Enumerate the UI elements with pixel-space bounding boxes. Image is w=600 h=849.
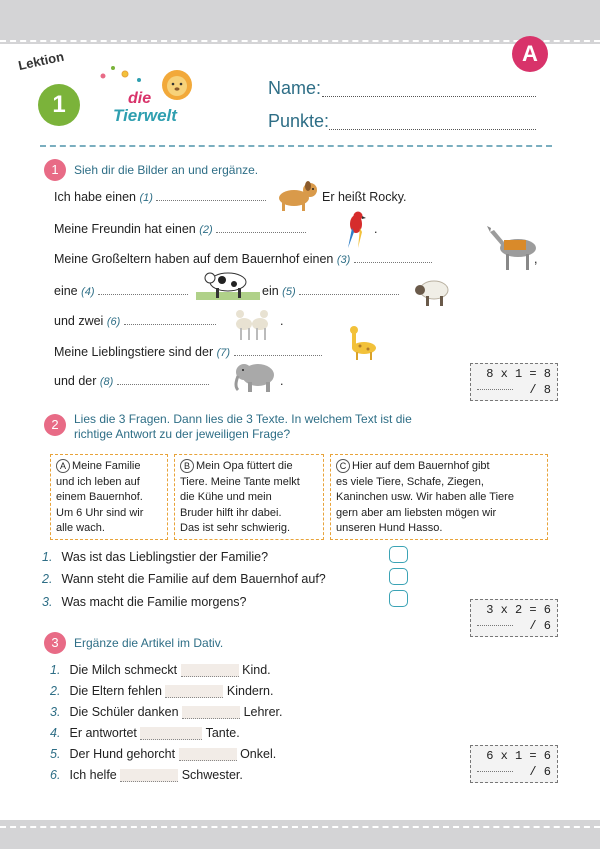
section1-title: Sieh dir die Bilder an und ergänze. <box>74 163 259 177</box>
s1-score-formula: 8 x 1 = 8 <box>486 367 551 381</box>
s1-l6-num: (7) <box>216 347 231 359</box>
d2-blank[interactable] <box>165 685 223 698</box>
d4-after: Tante. <box>205 726 240 740</box>
text-a-line: und ich leben auf <box>56 475 140 488</box>
s2-score-total: / 6 <box>529 619 551 633</box>
donkey-icon <box>482 226 544 272</box>
giraffe-icon <box>346 326 380 360</box>
s1-line-2 <box>54 222 306 236</box>
s1-l5-num: (6) <box>106 316 121 328</box>
dativ-item-5 <box>50 747 276 761</box>
q1-num: 1. <box>42 550 53 564</box>
s3-score-formula: 6 x 1 = 6 <box>486 749 551 763</box>
s2-score-formula: 3 x 2 = 6 <box>486 603 551 617</box>
d3-before: Die Schüler danken <box>69 705 179 719</box>
s1-blank-5[interactable] <box>299 286 399 295</box>
name-field[interactable] <box>322 96 536 97</box>
bottom-band <box>0 820 600 849</box>
s1-line-7 <box>54 374 209 388</box>
d4-blank[interactable] <box>140 727 202 740</box>
s1-l7-after: . <box>280 374 284 388</box>
s1-l3-num: (3) <box>336 254 351 266</box>
answer-box-1[interactable] <box>389 546 408 563</box>
s3-score-total: / 6 <box>529 765 551 779</box>
d5-after: Onkel. <box>240 747 277 761</box>
s1-l5-text: und zwei <box>54 314 104 328</box>
text-c-line: gern aber am liebsten mögen wir <box>336 506 497 519</box>
dog-icon <box>272 180 322 212</box>
section3-score-box <box>470 745 558 783</box>
s3-score-blank[interactable] <box>477 771 513 772</box>
dativ-item-4 <box>50 726 240 740</box>
d2-num: 2. <box>50 684 61 698</box>
lion-icon <box>160 68 194 102</box>
dativ-item-1 <box>50 663 271 677</box>
text-b-label: B <box>180 459 194 473</box>
d3-num: 3. <box>50 705 61 719</box>
text-c-line: es viele Tiere, Schafe, Ziegen, <box>336 475 484 488</box>
text-b-line: Bruder hilft ihr dabei. <box>180 506 282 519</box>
s1-blank-3[interactable] <box>354 254 432 263</box>
d1-before: Die Milch schmeckt <box>69 663 178 677</box>
section2-title-2: richtige Antwort zu der jeweiligen Frage? <box>74 427 291 441</box>
section2-title-1: Lies die 3 Fragen. Dann lies die 3 Texte. In welchem Text ist die <box>74 412 412 426</box>
text-box-c <box>330 454 548 540</box>
lektion-label: Lektion <box>16 48 66 73</box>
d5-before: Der Hund gehorcht <box>69 747 176 761</box>
header-separator <box>40 145 552 147</box>
text-c-line: unseren Hund Hasso. <box>336 522 443 534</box>
text-box-a <box>50 454 168 540</box>
dativ-item-3 <box>50 705 282 719</box>
elephant-icon <box>232 358 278 394</box>
punkte-field[interactable] <box>329 129 536 130</box>
top-dashed-divider <box>0 40 600 42</box>
s1-l6-text: Meine Lieblingstiere sind der <box>54 345 214 359</box>
s1-l4-mid: ein <box>262 284 279 298</box>
punkte-label: Punkte: <box>268 111 330 131</box>
question-2 <box>42 572 326 586</box>
text-c-label: C <box>336 459 350 473</box>
q2-text: Wann steht die Familie auf dem Bauernhof auf? <box>61 572 326 586</box>
section3-title: Ergänze die Artikel im Dativ. <box>74 636 224 650</box>
s1-score-blank[interactable] <box>477 389 513 390</box>
s1-blank-7[interactable] <box>234 347 322 356</box>
d1-blank[interactable] <box>181 664 239 677</box>
section1-number: 1 <box>44 159 66 181</box>
s1-blank-8[interactable] <box>117 376 209 385</box>
version-badge: A <box>512 36 548 72</box>
q3-num: 3. <box>42 595 53 609</box>
d6-after: Schwester. <box>181 768 243 782</box>
s1-l3-after: , <box>534 252 538 266</box>
s1-l7-text: und der <box>54 374 97 388</box>
section2-score-box <box>470 599 558 637</box>
text-a-line: alle wach. <box>56 522 105 534</box>
goats-icon <box>232 302 272 342</box>
q1-text: Was ist das Lieblingstier der Familie? <box>61 550 269 564</box>
sheep-icon <box>412 276 452 308</box>
d2-after: Kindern. <box>226 684 274 698</box>
s1-l5-after: . <box>280 314 284 328</box>
d3-after: Lehrer. <box>243 705 283 719</box>
d5-blank[interactable] <box>179 748 237 761</box>
question-3 <box>42 595 247 609</box>
d4-num: 4. <box>50 726 61 740</box>
s2-score-blank[interactable] <box>477 625 513 626</box>
s1-l4-num2: (5) <box>282 286 296 298</box>
s1-l7-num: (8) <box>99 376 114 388</box>
text-b-line: Das ist sehr schwierig. <box>180 522 291 534</box>
s1-line-6 <box>54 345 322 359</box>
text-b-line: Mein Opa füttert die <box>196 460 293 472</box>
section3-number: 3 <box>44 632 66 654</box>
s1-line-4b <box>262 284 399 298</box>
s1-l1-num: (1) <box>139 192 153 204</box>
s1-line-5 <box>54 314 216 328</box>
answer-box-3[interactable] <box>389 590 408 607</box>
d6-num: 6. <box>50 768 61 782</box>
s1-line-1 <box>54 190 266 204</box>
lektion-number: 1 <box>38 84 80 126</box>
s1-score-total: / 8 <box>529 383 551 397</box>
dativ-item-6 <box>50 768 243 782</box>
d4-before: Er antwortet <box>69 726 137 740</box>
title-die: die <box>128 90 152 107</box>
d6-before: Ich helfe <box>69 768 117 782</box>
d2-before: Die Eltern fehlen <box>69 684 162 698</box>
cow-icon <box>196 266 260 302</box>
d5-num: 5. <box>50 747 61 761</box>
question-1 <box>42 550 268 564</box>
text-a-label: A <box>56 459 70 473</box>
s1-blank-1[interactable] <box>156 192 266 201</box>
s1-l2-after: . <box>374 222 378 236</box>
text-box-b <box>174 454 324 540</box>
name-label: Name: <box>268 78 322 98</box>
s1-blank-4[interactable] <box>98 286 188 295</box>
bottom-dashed-divider <box>0 826 600 828</box>
section1-score-box <box>470 363 558 401</box>
d1-after: Kind. <box>242 663 271 677</box>
d1-num: 1. <box>50 663 61 677</box>
text-c-line: Kaninchen usw. Wir haben alle Tiere <box>336 491 514 503</box>
text-b-line: die Kühe und mein <box>180 491 272 503</box>
text-a-line: Meine Familie <box>72 460 141 472</box>
section2-number: 2 <box>44 414 66 436</box>
s1-line-3 <box>54 252 432 266</box>
s1-blank-2[interactable] <box>216 224 306 233</box>
s1-l3-text: Meine Großeltern haben auf dem Bauernhof einen <box>54 252 334 266</box>
parrot-icon <box>344 210 368 250</box>
q3-text: Was macht die Familie morgens? <box>61 595 247 609</box>
d3-blank[interactable] <box>182 706 240 719</box>
s1-l1-after: Er heißt Rocky. <box>322 190 407 204</box>
title-tierwelt: Tierwelt <box>113 106 177 125</box>
s1-l2-num: (2) <box>199 224 213 236</box>
text-c-line: Hier auf dem Bauernhof gibt <box>352 460 490 472</box>
s1-line-4 <box>54 284 188 298</box>
d6-blank[interactable] <box>120 769 178 782</box>
s1-l1-text: Ich habe einen <box>54 190 137 204</box>
s1-l4-text: eine <box>54 284 78 298</box>
s1-l2-text: Meine Freundin hat einen <box>54 222 196 236</box>
s1-l4-num: (4) <box>81 286 95 298</box>
text-a-line: Um 6 Uhr sind wir <box>56 506 144 519</box>
q2-num: 2. <box>42 572 53 586</box>
s1-blank-6[interactable] <box>124 316 216 325</box>
text-b-line: Tiere. Meine Tante melkt <box>180 475 300 488</box>
text-a-line: einem Bauernhof. <box>56 491 143 503</box>
dativ-item-2 <box>50 684 273 698</box>
answer-box-2[interactable] <box>389 568 408 585</box>
top-band <box>0 0 600 44</box>
